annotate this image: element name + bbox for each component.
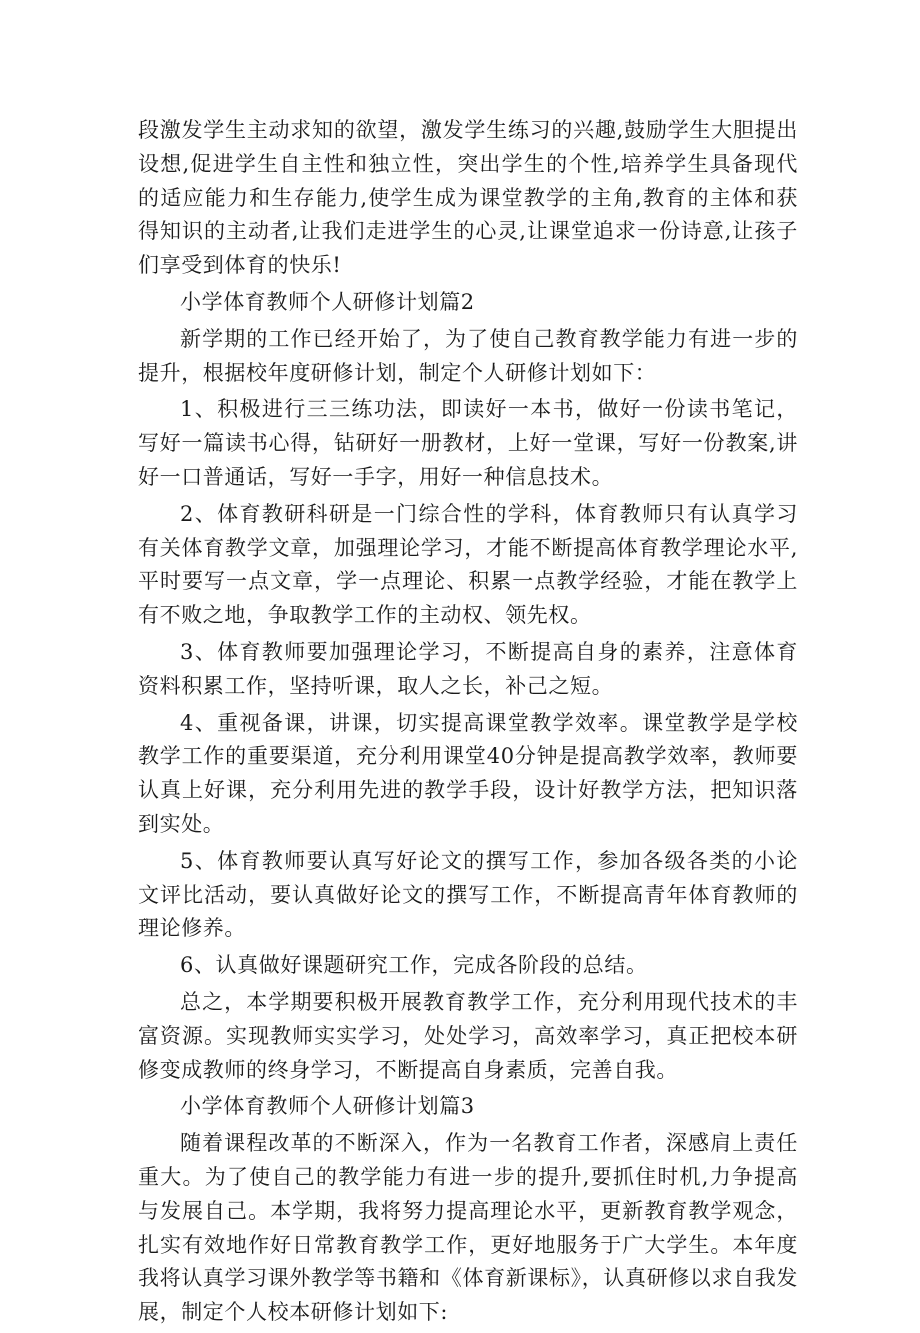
paragraph-item-5: 5、体育教师要认真写好论文的撰写工作，参加各级各类的小论文评比活动，要认真做好论文的撰写工作，不断提高青年体育教师的理论修养。: [138, 848, 798, 941]
paragraph-item-4: 4、重视备课，讲课，切实提高课堂教学效率。课堂教学是学校教学工作的重要渠道，充分利用课堂40分钟是提高教学效率，教师要认真上好课，充分利用先进的教学手段，设计好教学方法，把知识落到实处。: [138, 710, 798, 836]
paragraph-item-3: 3、体育教师要加强理论学习，不断提高自身的素养，注意体育资料积累工作，坚持听课，取人之长，补己之短。: [138, 639, 798, 698]
paragraph-intro-2: 新学期的工作已经开始了，为了使自己教育教学能力有进一步的提升，根据校年度研修计划，制定个人研修计划如下：: [138, 326, 798, 385]
paragraph-intro-3: 随着课程改革的不断深入，作为一名教育工作者，深感肩上责任重大。为了使自己的教学能力有进一步的提升,要抓住时机,力争提高与发展自己。本学期，我将努力提高理论水平，更新教育教学观念，扎实有效地作好日常教育教学工作，更好地服务于广大学生。本年度我将认真学习课外教学等书籍和《体育新课标》，认真研修以求自我发展，制定个人校本研修计划如下:: [138, 1131, 798, 1325]
paragraph-item-2: 2、体育教研科研是一门综合性的学科，体育教师只有认真学习有关体育教学文章，加强理论学习，才能不断提高体育教学理论水平,平时要写一点文章，学一点理论、积累一点教学经验，才能在教学上有不败之地，争取教学工作的主动权、领先权。: [138, 501, 798, 628]
paragraph-summary: 总之，本学期要积极开展教育教学工作，充分利用现代技术的丰富资源。实现教师实实学习，处处学习，高效率学习，真正把校本研修变成教师的终身学习，不断提高自身素质，完善自我。: [138, 989, 798, 1082]
section-heading-3: 小学体育教师个人研修计划篇3: [180, 1094, 475, 1119]
section-heading-2: 小学体育教师个人研修计划篇2: [180, 289, 475, 314]
paragraph-continuation: 段激发学生主动求知的欲望，激发学生练习的兴趣,鼓励学生大胆提出设想,促进学生自主性和独立性，突出学生的个性,培养学生具备现代的适应能力和生存能力,使学生成为课堂教学的主角,教育的主体和获得知识的主动者,让我们走进学生的心灵,让课堂追求一份诗意,让孩子们享受到体育的快乐!: [138, 118, 798, 278]
paragraph-item-1: 1、积极进行三三练功法，即读好一本书，做好一份读书笔记，写好一篇读书心得，钻研好一册教材，上好一堂课，写好一份教案,讲好一口普通话，写好一手字，用好一种信息技术。: [138, 397, 798, 489]
paragraph-item-6: 6、认真做好课题研究工作，完成各阶段的总结。: [180, 953, 648, 978]
document-body: [138, 114, 798, 1333]
